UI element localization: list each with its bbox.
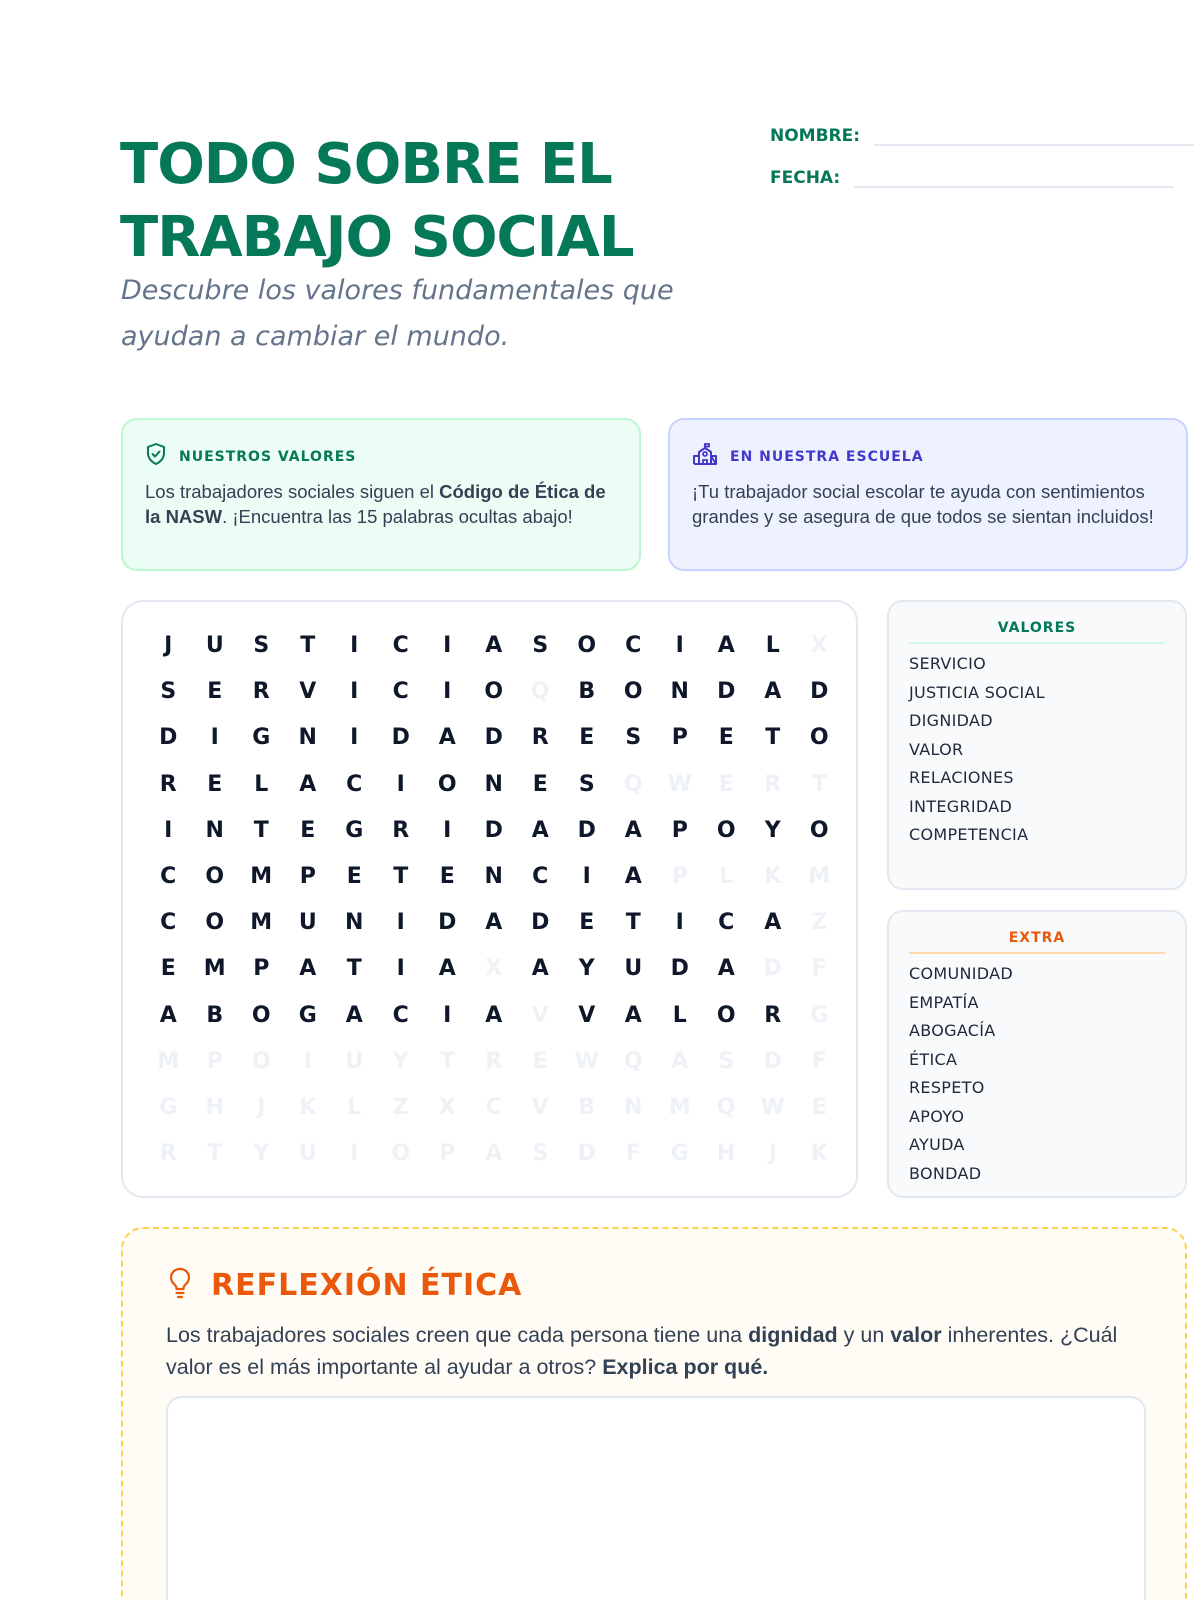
grid-cell[interactable]: O [205,910,225,936]
word-list-item: COMUNIDAD [909,964,1013,983]
grid-cell[interactable]: W [760,1094,785,1120]
word-list-item: ÉTICA [909,1049,958,1069]
word-list-item: DIGNIDAD [909,711,993,730]
grid-cell[interactable]: S [532,633,549,658]
grid-cell[interactable]: E [811,1094,827,1120]
title-line-1: TODO SOBRE EL [120,132,612,197]
word-list-valores-items [909,650,1165,850]
grid-cell[interactable]: I [396,771,405,797]
grid-cell[interactable]: Y [253,1141,270,1167]
grid-cell[interactable]: A [531,956,549,982]
grid-cell[interactable]: A [345,1002,363,1028]
grid-cell[interactable]: T [625,910,641,936]
card-nuestros-valores [121,418,641,571]
grid-cell[interactable]: C [392,633,409,658]
grid-cell[interactable]: I [350,679,359,705]
grid-cell[interactable]: U [624,956,643,982]
grid-cell[interactable]: C [392,1002,409,1028]
letter-grid [145,630,843,1184]
grid-cell[interactable]: R [531,725,549,751]
grid-cell[interactable]: O [391,1141,411,1167]
grid-cell[interactable]: P [439,1141,456,1167]
grid-cell[interactable]: Z [811,910,828,936]
grid-cell[interactable]: L [719,863,734,889]
nombre-line[interactable] [874,144,1194,146]
grid-cell[interactable]: D [763,956,782,982]
grid-cell[interactable]: V [578,1002,596,1028]
grid-cell[interactable]: Y [578,956,595,982]
school-icon [692,442,718,471]
grid-cell[interactable]: I [396,956,405,982]
grid-cell[interactable]: U [205,633,224,658]
grid-cell[interactable]: K [299,1094,317,1120]
grid-cell[interactable]: E [532,771,548,797]
grid-cell[interactable]: C [392,679,409,705]
grid-cell[interactable]: Z [392,1094,409,1120]
grid-cell[interactable]: D [670,956,689,982]
grid-cell[interactable]: W [574,1048,599,1074]
grid-cell[interactable]: D [763,1048,782,1074]
word-list-item: ABOGACÍA [909,1021,996,1040]
grid-cell[interactable]: P [299,863,316,889]
reflexion-prompt: Los trabajadores sociales creen que cada persona tiene una dignidad y un valor inherentes. ¿Cuál valor es el más importante al ayudar a otros? Explica por qué. [166,1323,1118,1379]
grid-cell[interactable]: M [250,910,273,936]
grid-cell[interactable]: I [396,910,405,936]
grid-cell[interactable]: A [438,725,456,751]
grid-cell[interactable]: N [624,1094,643,1120]
grid-cell[interactable]: A [671,1048,689,1074]
grid-cell[interactable]: E [160,956,176,982]
grid-cell[interactable]: B [578,679,596,705]
grid-cell[interactable]: Q [623,771,643,797]
grid-cell[interactable]: T [439,1048,455,1074]
grid-cell[interactable]: I [582,863,591,889]
grid-cell[interactable]: X [485,956,503,982]
grid-cell[interactable]: A [624,1002,642,1028]
word-list-extra-items [909,960,1165,1188]
grid-cell[interactable]: J [164,633,173,658]
grid-cell[interactable]: A [624,817,642,843]
word-list-item: COMPETENCIA [909,825,1029,844]
word-list-item: APOYO [909,1106,965,1126]
grid-cell[interactable]: E [439,863,455,889]
grid-cell[interactable]: N [205,817,224,843]
grid-cell[interactable]: C [625,633,642,658]
grid-cell[interactable]: V [531,1002,549,1028]
grid-cell[interactable]: M [157,1048,180,1074]
fecha-line[interactable] [854,186,1174,188]
grid-cell[interactable]: G [159,1094,178,1120]
grid-cell[interactable]: R [159,771,177,797]
shield-check-icon [145,442,167,471]
fecha-label: FECHA: [770,168,841,188]
grid-cell[interactable]: O [437,771,457,797]
grid-cell[interactable]: B [578,1094,596,1120]
grid-cell[interactable]: A [531,817,549,843]
grid-cell[interactable]: D [577,817,596,843]
grid-cell[interactable]: D [717,679,736,705]
card-en-nuestra-escuela [668,418,1188,571]
word-list-valores [887,600,1187,890]
grid-cell[interactable]: I [350,725,359,751]
grid-cell[interactable]: A [717,633,735,658]
grid-cell[interactable]: D [531,910,550,936]
grid-cell[interactable]: R [252,679,270,705]
grid-cell[interactable]: A [717,956,735,982]
page-subtitle: Descubre los valores fundamentales que ayudan a cambiar el mundo. [121,275,674,352]
grid-cell[interactable]: R [485,1048,503,1074]
grid-cell[interactable]: P [671,863,688,889]
grid-cell[interactable]: O [716,817,736,843]
grid-cell[interactable]: V [299,679,317,705]
grid-cell[interactable]: J [257,1094,266,1120]
grid-cell[interactable]: D [159,725,178,751]
grid-cell[interactable]: M [203,956,226,982]
grid-cell[interactable]: I [443,817,452,843]
grid-cell[interactable]: O [716,1002,736,1028]
grid-cell[interactable]: N [298,725,317,751]
grid-cell[interactable]: T [811,771,827,797]
grid-cell[interactable]: M [668,1094,691,1120]
reflexion-title: REFLEXIÓN ÉTICA [211,1268,523,1303]
grid-cell[interactable]: L [765,633,780,658]
grid-cell[interactable]: I [443,679,452,705]
grid-cell[interactable]: A [764,679,782,705]
grid-cell[interactable]: O [809,725,829,751]
grid-cell[interactable]: A [624,863,642,889]
grid-cell[interactable]: T [393,863,409,889]
grid-cell[interactable]: Y [764,817,781,843]
grid-cell[interactable]: I [443,633,452,658]
grid-cell[interactable]: P [671,725,688,751]
grid-cell[interactable]: U [345,1048,364,1074]
grid-cell[interactable]: P [671,817,688,843]
grid-cell[interactable]: S [253,633,270,658]
grid-cell[interactable]: X [438,1094,456,1120]
grid-cell[interactable]: E [718,771,734,797]
grid-cell[interactable]: O [623,679,643,705]
grid-cell[interactable]: K [810,1141,828,1167]
grid-cell[interactable]: R [764,1002,782,1028]
grid-cell[interactable]: T [346,956,362,982]
grid-cell[interactable]: D [391,725,410,751]
grid-cell[interactable]: I [210,725,219,751]
grid-cell[interactable]: A [159,1002,177,1028]
fecha-row [770,168,1174,188]
grid-cell[interactable]: A [299,956,317,982]
grid-cell[interactable]: C [485,1094,502,1120]
grid-cell[interactable]: I [350,633,359,658]
grid-cell[interactable]: O [251,1002,271,1028]
grid-cell[interactable]: F [811,1048,827,1074]
grid-cell[interactable]: D [484,817,503,843]
grid-cell[interactable]: W [667,771,692,797]
grid-cell[interactable]: E [579,910,595,936]
card-escuela-title: EN NUESTRA ESCUELA [730,448,924,465]
grid-cell[interactable]: Q [623,1048,643,1074]
grid-cell[interactable]: D [438,910,457,936]
grid-cell[interactable]: H [717,1141,736,1167]
word-list-item: RESPETO [909,1078,985,1097]
grid-cell[interactable]: R [392,817,410,843]
grid-cell[interactable]: H [205,1094,224,1120]
grid-cell[interactable]: A [299,771,317,797]
grid-cell[interactable]: C [718,910,735,936]
grid-cell[interactable]: T [765,725,781,751]
grid-cell[interactable]: E [532,1048,548,1074]
grid-cell[interactable]: O [205,863,225,889]
grid-cell[interactable]: N [484,771,503,797]
word-list-item: RELACIONES [909,768,1014,787]
nombre-label: NOMBRE: [770,126,861,146]
word-list-extra-title: EXTRA [909,930,1165,954]
grid-cell[interactable]: T [300,633,316,658]
grid-cell[interactable]: P [253,956,270,982]
word-list-item: EMPATÍA [909,992,979,1012]
grid-cell[interactable]: G [810,1002,829,1028]
grid-cell[interactable]: M [250,863,273,889]
grid-cell[interactable]: O [484,679,504,705]
grid-cell[interactable]: D [810,679,829,705]
grid-cell[interactable]: Q [530,679,550,705]
grid-cell[interactable]: E [579,725,595,751]
grid-cell[interactable]: E [300,817,316,843]
grid-cell[interactable]: I [443,1002,452,1028]
grid-cell[interactable]: K [764,863,782,889]
grid-cell[interactable]: J [768,1141,777,1167]
grid-cell[interactable]: P [206,1048,223,1074]
grid-cell[interactable]: C [532,863,549,889]
grid-cell[interactable]: T [253,817,269,843]
grid-cell[interactable]: O [251,1048,271,1074]
grid-cell[interactable]: A [764,910,782,936]
grid-cell[interactable]: I [350,1141,359,1167]
word-list-valores-title: VALORES [909,620,1165,644]
grid-cell[interactable]: U [298,910,317,936]
grid-cell[interactable]: I [303,1048,312,1074]
card-escuela-text: ¡Tu trabajador social escolar te ayuda con sentimientos grandes y se asegura de que todos se sientan incluidos! [692,481,1154,527]
title-line-2: TRABAJO SOCIAL [120,205,634,270]
grid-cell[interactable]: C [160,863,177,889]
grid-cell[interactable]: Q [716,1094,736,1120]
grid-cell[interactable]: Y [392,1048,409,1074]
grid-cell[interactable]: C [346,771,363,797]
reflexion-header [167,1266,522,1305]
page-title [120,128,720,274]
grid-cell[interactable]: A [485,1141,503,1167]
grid-cell[interactable]: A [485,1002,503,1028]
grid-cell[interactable]: E [718,725,734,751]
word-list-item: INTEGRIDAD [909,796,1013,816]
reflexion-answer-box[interactable] [166,1396,1146,1600]
grid-cell[interactable]: S [718,1048,735,1074]
grid-cell[interactable]: E [346,863,362,889]
card-valores-text: Los trabajadores sociales siguen el Código de Ética de la NASW. ¡Encuentra las 15 palabras ocultas abajo! [145,481,606,527]
grid-cell[interactable]: L [347,1094,362,1120]
word-list-item: SERVICIO [909,654,987,673]
lightbulb-icon [167,1266,193,1305]
grid-cell[interactable]: I [164,817,173,843]
grid-cell[interactable]: R [159,1141,177,1167]
grid-cell[interactable]: F [811,956,827,982]
grid-cell[interactable]: B [206,1002,224,1028]
grid-cell[interactable]: E [207,679,223,705]
grid-cell[interactable]: O [577,633,597,658]
grid-cell[interactable]: A [485,910,503,936]
grid-cell[interactable]: S [578,771,595,797]
grid-cell[interactable]: N [670,679,689,705]
grid-cell[interactable]: S [160,679,177,705]
word-search-grid [121,600,858,1198]
grid-cell[interactable]: C [160,910,177,936]
grid-cell[interactable]: I [675,910,684,936]
word-list-item: AYUDA [909,1135,965,1154]
grid-cell[interactable]: L [672,1002,687,1028]
grid-cell[interactable]: E [207,771,223,797]
grid-cell[interactable]: S [625,725,642,751]
grid-cell[interactable]: R [764,771,782,797]
word-list-item: VALOR [909,739,964,759]
grid-cell[interactable]: F [625,1141,641,1167]
grid-cell[interactable]: X [810,633,828,658]
grid-cell[interactable]: L [254,771,269,797]
grid-cell[interactable]: G [298,1002,317,1028]
grid-cell[interactable]: O [809,817,829,843]
grid-cell[interactable]: D [577,1141,596,1167]
grid-cell[interactable]: V [531,1094,549,1120]
grid-cell[interactable]: I [675,633,684,658]
word-list-item: JUSTICIA SOCIAL [909,682,1045,702]
reflexion-section [121,1227,1187,1600]
grid-cell[interactable]: G [345,817,364,843]
grid-cell[interactable]: M [808,863,831,889]
grid-cell[interactable]: A [485,633,503,658]
nombre-row [770,126,1194,146]
grid-cell[interactable]: T [207,1141,223,1167]
word-list-extra [887,910,1187,1198]
grid-cell[interactable]: A [438,956,456,982]
word-list-item: BONDAD [909,1163,982,1183]
grid-cell[interactable]: G [670,1141,689,1167]
grid-cell[interactable]: D [484,725,503,751]
grid-cell[interactable]: S [532,1141,549,1167]
grid-cell[interactable]: U [298,1141,317,1167]
grid-cell[interactable]: G [252,725,271,751]
grid-cell[interactable]: N [345,910,364,936]
card-valores-title: NUESTROS VALORES [179,448,357,465]
grid-cell[interactable]: N [484,863,503,889]
